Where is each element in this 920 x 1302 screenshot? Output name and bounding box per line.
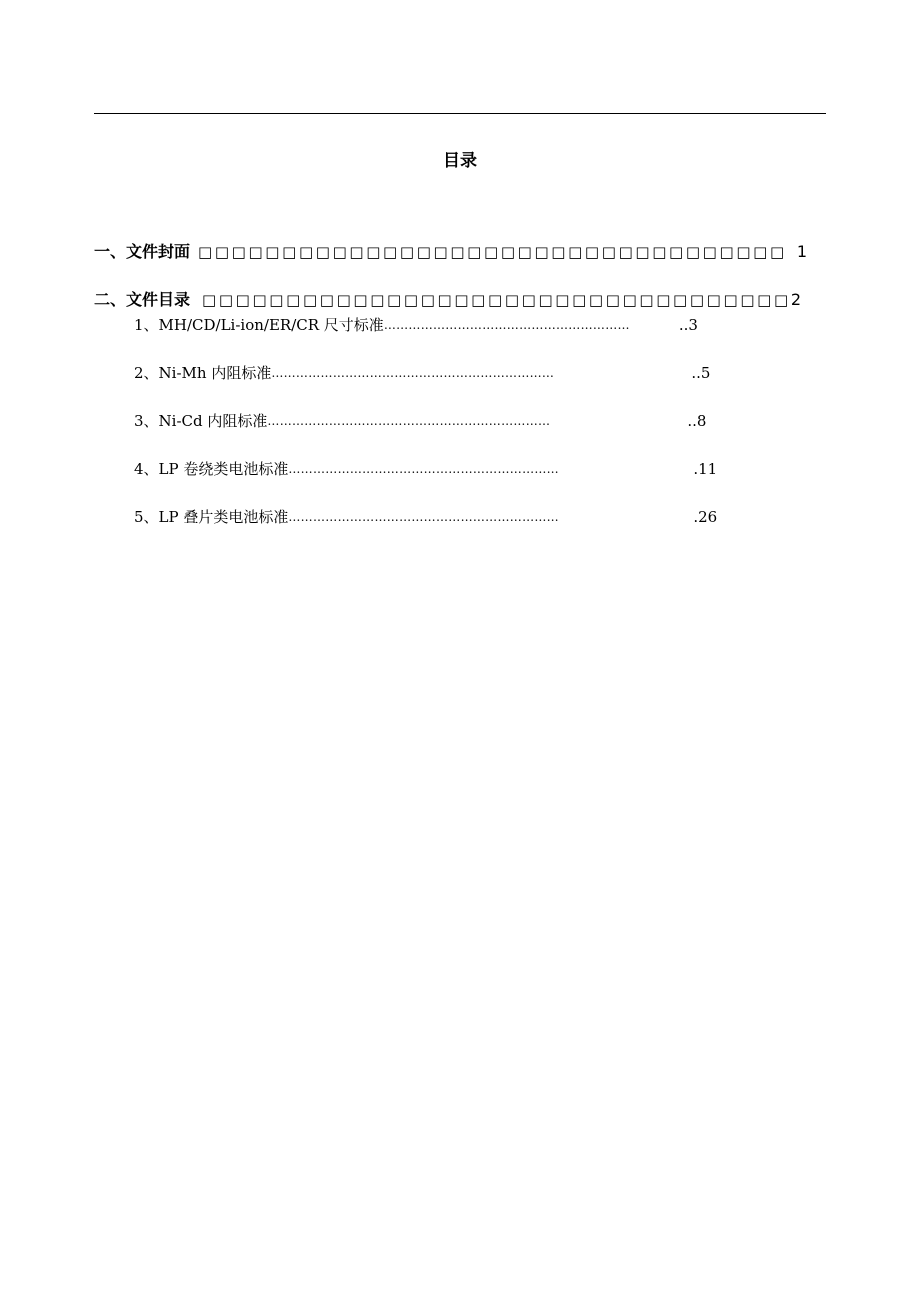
section-label: 二、文件目录 — [94, 290, 191, 309]
toc-title: 目录 — [443, 151, 477, 171]
entry-page: .26 — [693, 508, 718, 526]
entry-label: 5、LP 叠片类电池标准 — [134, 508, 289, 526]
toc-section-contents[interactable] — [94, 288, 801, 312]
section-leader: □□□□□□□□□□□□□□□□□□□□□□□□□□□□□□□□□□□ — [202, 291, 791, 309]
entry-dots: ………………………………………………………… — [288, 510, 559, 524]
section-leader: □□□□□□□□□□□□□□□□□□□□□□□□□□□□□□□□□□□ — [198, 243, 787, 261]
entry-page: ..3 — [678, 316, 698, 334]
toc-entry[interactable] — [134, 362, 710, 384]
entry-dots: ………………………………………………………… — [288, 462, 559, 476]
toc-entry[interactable] — [134, 314, 698, 336]
section-label: 一、文件封面 — [94, 242, 191, 261]
toc-entry[interactable] — [134, 458, 717, 480]
entry-label: 4、LP 卷绕类电池标准 — [134, 460, 289, 478]
entry-label: 1、MH/CD/Li-ion/ER/CR 尺寸标准 — [134, 316, 384, 334]
entry-dots: …………………………………………………………… — [271, 366, 555, 380]
entry-dots: …………………………………………………………… — [267, 414, 551, 428]
toc-entry[interactable] — [134, 410, 706, 432]
entry-label: 2、Ni-Mh 内阻标准 — [134, 364, 272, 382]
toc-section-cover[interactable] — [94, 240, 807, 264]
entry-page: ..8 — [687, 412, 707, 430]
header-rule — [94, 113, 826, 114]
entry-dots: …………………………………………………… — [383, 318, 630, 332]
toc-entry[interactable] — [134, 506, 717, 528]
entry-page: .11 — [693, 460, 718, 478]
section-page: 1 — [796, 242, 807, 261]
entry-page: ..5 — [691, 364, 711, 382]
entry-label: 3、Ni-Cd 内阻标准 — [134, 412, 268, 430]
section-page: 2 — [790, 290, 801, 309]
